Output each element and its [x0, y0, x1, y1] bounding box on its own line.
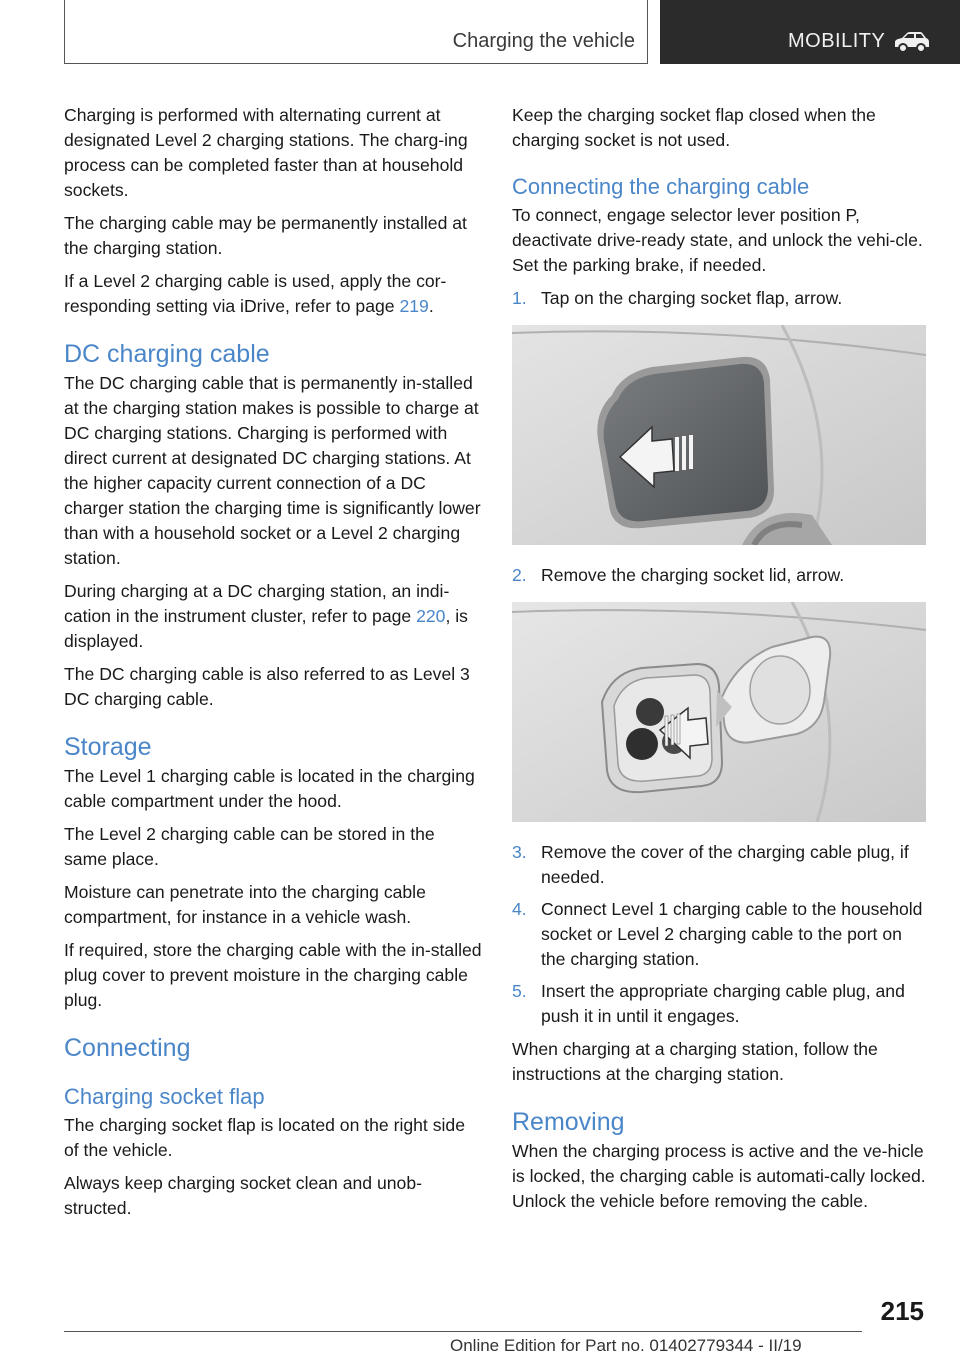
- left-column: [64, 103, 482, 1229]
- step-number: 3.: [512, 842, 527, 862]
- heading-removing: Removing: [512, 1108, 625, 1136]
- page-number: 215: [880, 1296, 924, 1326]
- list-item: [512, 286, 926, 311]
- edition-text: Online Edition for Part no. 01402779344 - II/19: [450, 1336, 802, 1355]
- heading-dc-charging-cable: DC charging cable: [64, 340, 270, 368]
- step-text: Tap on the charging socket flap, arrow.: [541, 288, 843, 308]
- step-number: 5.: [512, 981, 527, 1001]
- step-number: 4.: [512, 899, 527, 919]
- steps-list: [512, 840, 926, 1029]
- step-number: 2.: [512, 565, 527, 585]
- list-item: [512, 563, 926, 588]
- chapter-title: MOBILITY: [788, 30, 886, 52]
- paragraph: The DC charging cable is also referred to as Level 3 DC charging cable.: [64, 664, 470, 709]
- figure-charging-socket-open: [512, 602, 926, 822]
- text: , is displayed.: [64, 606, 468, 651]
- paragraph: Charging is performed with alternating current at designated Level 2 charging stations. The charg-ing process can be completed faster than at household sockets.: [64, 105, 468, 200]
- paragraph: The charging cable may be permanently installed at the charging station.: [64, 213, 467, 258]
- paragraph: When the charging process is active and the ve-hicle is locked, the charging cable is automati-cally locked. Unlock the vehicle before removing the cable.: [512, 1141, 926, 1211]
- figure-charging-flap-closed: [512, 325, 926, 545]
- step-text: Remove the charging socket lid, arrow.: [541, 565, 845, 585]
- paragraph: When charging at a charging station, follow the instructions at the charging station.: [512, 1039, 878, 1084]
- steps-list: [512, 286, 926, 311]
- heading-connecting-the-charging-cable: Connecting the charging cable: [512, 174, 810, 199]
- paragraph: Keep the charging socket flap closed when the charging socket is not used.: [512, 105, 876, 150]
- paragraph: The Level 2 charging cable can be stored in the same place.: [64, 824, 435, 869]
- header-chapter-tab: [660, 0, 960, 64]
- paragraph: To connect, engage selector lever position P, deactivate drive-ready state, and unlock the vehi-cle. Set the parking brake, if needed.: [512, 205, 923, 275]
- list-item: [512, 979, 926, 1029]
- paragraph: The DC charging cable that is permanently in-stalled at the charging station makes is possible to charge at DC charging stations. Charging is performed with direct current at designated DC charging stations. At the higher capacity current connection of a DC charger station the charging time is significantly lower than with a household socket or a Level 2 charging station.: [64, 373, 481, 568]
- step-text: Insert the appropriate charging cable plug, and push it in until it engages.: [541, 981, 905, 1026]
- step-number: 1.: [512, 288, 527, 308]
- heading-storage: Storage: [64, 733, 152, 761]
- paragraph: Moisture can penetrate into the charging cable compartment, for instance in a vehicle wash.: [64, 882, 426, 927]
- heading-charging-socket-flap: Charging socket flap: [64, 1084, 265, 1109]
- paragraph: [64, 269, 482, 319]
- paragraph: [64, 579, 482, 654]
- right-column: [512, 103, 926, 1222]
- page-link-219[interactable]: 219: [399, 296, 429, 316]
- paragraph: Always keep charging socket clean and unob-structed.: [64, 1173, 422, 1218]
- paragraph: If required, store the charging cable with the in-stalled plug cover to prevent moisture in the charging cable plug.: [64, 940, 482, 1010]
- paragraph: The Level 1 charging cable is located in the charging cable compartment under the hood.: [64, 766, 475, 811]
- illustration-socket-open: [512, 602, 926, 822]
- header-section-box: [64, 0, 648, 64]
- list-item: [512, 840, 926, 890]
- text: .: [428, 296, 434, 316]
- heading-connecting: Connecting: [64, 1034, 191, 1062]
- text: During charging at a DC charging station, an indi-cation in the instrument cluster, refer to page: [64, 581, 450, 626]
- text: If a Level 2 charging cable is used, apply the cor-responding setting via iDrive, refer to page: [64, 271, 447, 316]
- car-icon: [892, 30, 932, 54]
- step-text: Connect Level 1 charging cable to the household socket or Level 2 charging cable to the port on the charging station.: [541, 899, 923, 969]
- illustration-flap-closed: [512, 325, 926, 545]
- list-item: [512, 897, 926, 972]
- paragraph: The charging socket flap is located on the right side of the vehicle.: [64, 1115, 465, 1160]
- section-title: Charging the vehicle: [452, 30, 635, 52]
- footer-divider: [64, 1331, 862, 1332]
- steps-list: [512, 563, 926, 588]
- page-link-220[interactable]: 220: [416, 606, 446, 626]
- step-text: Remove the cover of the charging cable plug, if needed.: [541, 842, 909, 887]
